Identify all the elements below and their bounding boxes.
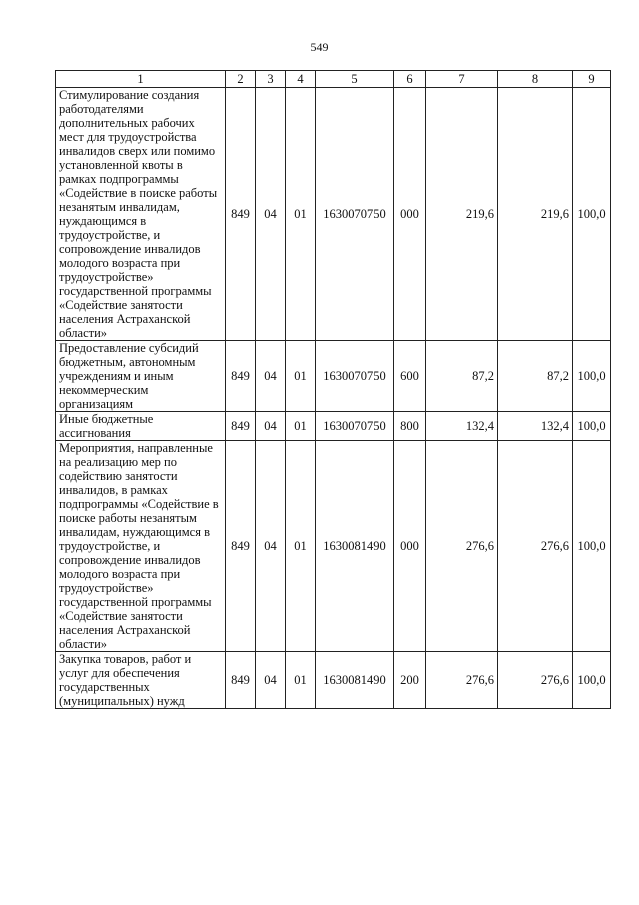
cell-fact: 132,4 — [498, 412, 573, 441]
cell-ved: 849 — [226, 88, 256, 341]
column-header: 6 — [394, 71, 426, 88]
column-header: 8 — [498, 71, 573, 88]
cell-csr: 1630081490 — [316, 652, 394, 709]
cell-csr: 1630070750 — [316, 88, 394, 341]
cell-fact: 276,6 — [498, 441, 573, 652]
column-header: 9 — [573, 71, 611, 88]
cell-rz: 04 — [256, 341, 286, 412]
column-header: 4 — [286, 71, 316, 88]
table-row — [56, 652, 611, 709]
cell-ved: 849 — [226, 441, 256, 652]
cell-vr: 600 — [394, 341, 426, 412]
cell-pr: 01 — [286, 341, 316, 412]
table-row — [56, 88, 611, 341]
cell-plan: 276,6 — [426, 652, 498, 709]
cell-percent: 100,0 — [573, 441, 611, 652]
cell-rz: 04 — [256, 441, 286, 652]
table-row — [56, 341, 611, 412]
column-header: 7 — [426, 71, 498, 88]
column-header: 3 — [256, 71, 286, 88]
row-name: Закупка товаров, работ и услуг для обеспечения государственных (муниципальных) нужд — [56, 652, 226, 709]
cell-csr: 1630070750 — [316, 412, 394, 441]
budget-table — [55, 70, 611, 709]
cell-vr: 000 — [394, 88, 426, 341]
cell-ved: 849 — [226, 412, 256, 441]
header-row — [56, 71, 611, 88]
cell-rz: 04 — [256, 412, 286, 441]
table-row — [56, 412, 611, 441]
cell-pr: 01 — [286, 652, 316, 709]
column-header: 5 — [316, 71, 394, 88]
cell-ved: 849 — [226, 341, 256, 412]
cell-fact: 276,6 — [498, 652, 573, 709]
cell-plan: 87,2 — [426, 341, 498, 412]
cell-plan: 132,4 — [426, 412, 498, 441]
cell-rz: 04 — [256, 652, 286, 709]
column-header: 2 — [226, 71, 256, 88]
cell-plan: 276,6 — [426, 441, 498, 652]
cell-pr: 01 — [286, 88, 316, 341]
cell-ved: 849 — [226, 652, 256, 709]
page-number: 549 — [310, 40, 329, 54]
cell-fact: 219,6 — [498, 88, 573, 341]
column-header: 1 — [56, 71, 226, 88]
cell-percent: 100,0 — [573, 341, 611, 412]
row-name: Предоставление субсидий бюджетным, автономным учреждениям и иным некоммерческим организациям — [56, 341, 226, 412]
cell-percent: 100,0 — [573, 88, 611, 341]
cell-csr: 1630081490 — [316, 441, 394, 652]
row-name: Иные бюджетные ассигнования — [56, 412, 226, 441]
table-row — [56, 441, 611, 652]
cell-rz: 04 — [256, 88, 286, 341]
cell-pr: 01 — [286, 412, 316, 441]
cell-percent: 100,0 — [573, 652, 611, 709]
cell-vr: 800 — [394, 412, 426, 441]
cell-csr: 1630070750 — [316, 341, 394, 412]
row-name: Стимулирование создания работодателями дополнительных рабочих мест для трудоустройства инвалидов сверх или помимо установленной квоты в рамках подпрограммы «Содействие в поиске работы незанятым инвалидам, нуждающимся в трудоустройстве, и сопровождение инвалидов молодого возраста при трудоустройстве» государственной программы «Содействие занятости населения Астраханской области» — [56, 88, 226, 341]
cell-vr: 000 — [394, 441, 426, 652]
cell-fact: 87,2 — [498, 341, 573, 412]
row-name: Мероприятия, направленные на реализацию мер по содействию занятости инвалидов, в рамках подпрограммы «Содействие в поиске работы незанятым инвалидам, нуждающимся в трудоустройстве, и сопровождение инвалидов молодого возраста при трудоустройстве» государственной программы «Содействие занятости населения Астраханской области» — [56, 441, 226, 652]
cell-vr: 200 — [394, 652, 426, 709]
cell-percent: 100,0 — [573, 412, 611, 441]
cell-plan: 219,6 — [426, 88, 498, 341]
cell-pr: 01 — [286, 441, 316, 652]
